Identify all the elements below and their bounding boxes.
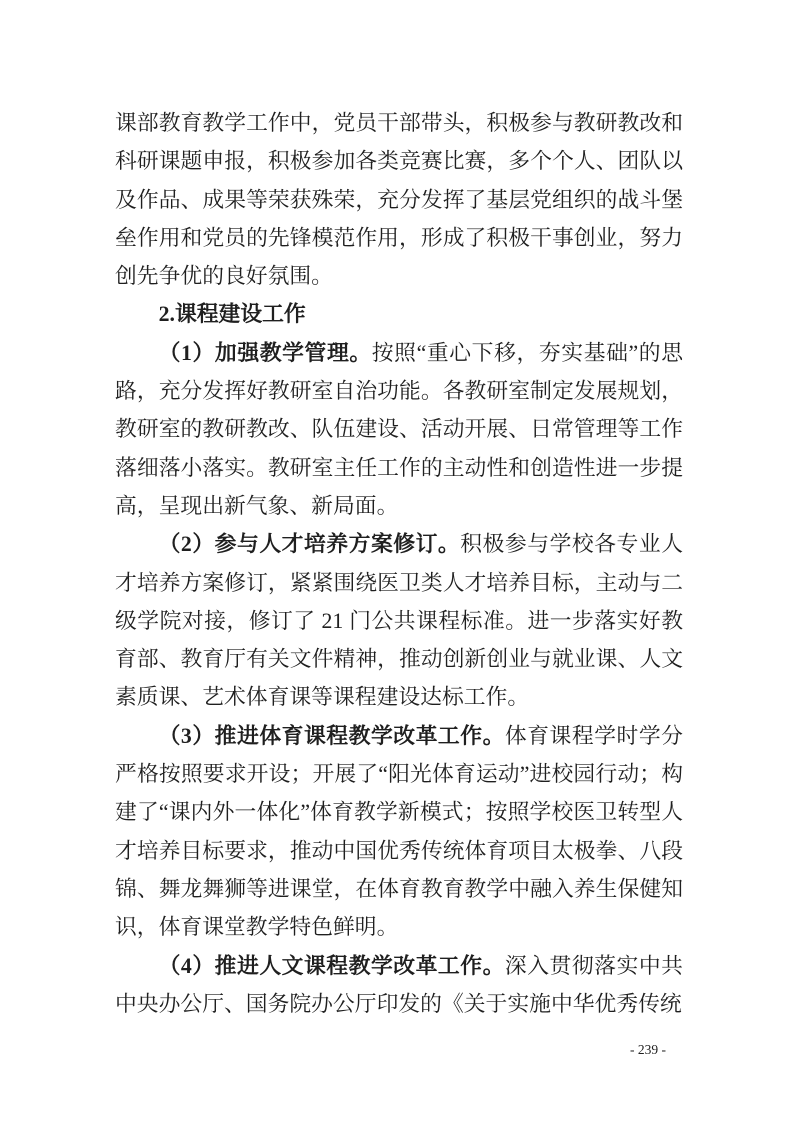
paragraph xyxy=(115,334,683,525)
paragraph-lead: （4）推进人文课程教学改革工作。 xyxy=(158,953,505,978)
document-body xyxy=(115,104,683,1023)
paragraph-text: 课部教育教学工作中，党员干部带头，积极参与教研教改和科研课题申报，积极参加各类竞赛比赛，多个个人、团队以及作品、成果等荣获殊荣，充分发挥了基层党组织的战斗堡垒作用和党员的先锋模范作用，形成了积极干事创业，努力创先争优的良好氛围。 xyxy=(115,111,683,289)
paragraph-lead: （2）参与人才培养方案修订。 xyxy=(158,532,461,557)
paragraph xyxy=(115,947,683,1024)
paragraph-text: 积极参与学校各专业人才培养方案修订，紧紧围绕医卫类人才培养目标，主动与二级学院对接，修订了 21 门公共课程标准。进一步落实好教育部、教育厅有关文件精神，推动创新创业与就业课、人文素质课、艺术体育课等课程建设达标工作。 xyxy=(115,532,683,710)
paragraph-continuation xyxy=(115,104,683,295)
paragraph-lead: （1）加强教学管理。 xyxy=(158,340,372,365)
section-heading-text: 2.课程建设工作 xyxy=(158,302,306,327)
page-number: - 239 - xyxy=(630,1042,666,1057)
paragraph-text: 体育课程学时学分严格按照要求开设；开展了“阳光体育运动”进校园行动；构建了“课内外一体化”体育教学新模式；按照学校医卫转型人才培养目标要求，推动中国优秀传统体育项目太极拳、八段锦、舞龙舞狮等进课堂，在体育教育教学中融入养生保健知识，体育课堂教学特色鲜明。 xyxy=(115,723,683,940)
paragraph-lead: （3）推进体育课程教学改革工作。 xyxy=(158,723,505,748)
section-heading xyxy=(115,295,683,333)
paragraph-text: 按照“重心下移，夯实基础”的思路，充分发挥好教研室自治功能。各教研室制定发展规划，教研室的教研教改、队伍建设、活动开展、日常管理等工作落细落小落实。教研室主任工作的主动性和创造性进一步提高，呈现出新气象、新局面。 xyxy=(115,340,683,518)
paragraph xyxy=(115,717,683,947)
paragraph xyxy=(115,525,683,716)
paragraph-text: 深入贯彻落实中共中央办公厅、国务院办公厅印发的《关于实施中华优秀传统 xyxy=(115,953,683,1016)
